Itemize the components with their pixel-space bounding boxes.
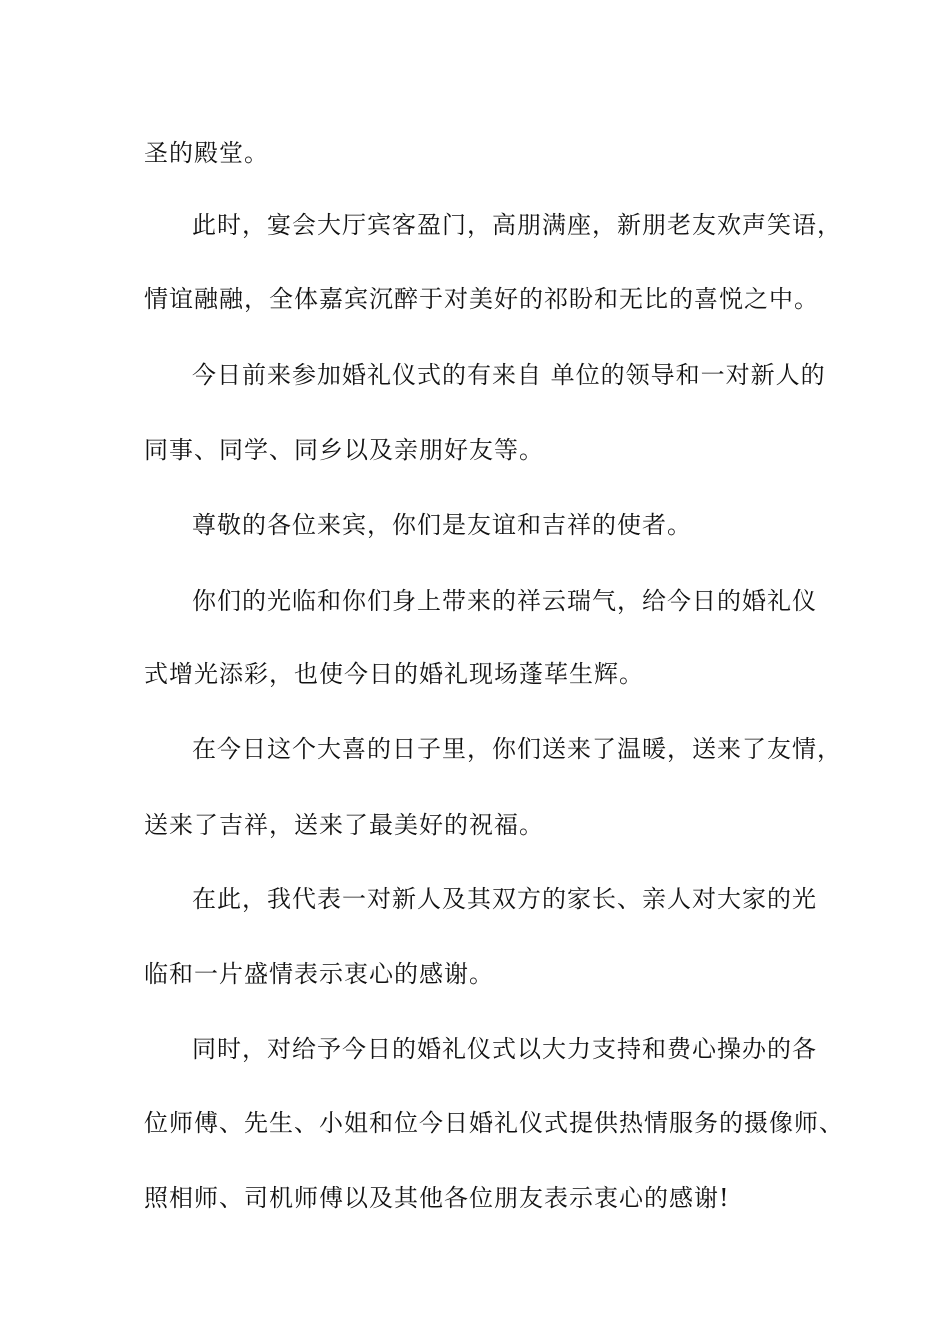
text-line: 情谊融融，全体嘉宾沉醉于对美好的祁盼和无比的喜悦之中。 xyxy=(144,285,819,313)
text-line: 临和一片盛情表示衷心的感谢。 xyxy=(144,960,494,988)
text-line: 位师傅、先生、小姐和位今日婚礼仪式提供热情服务的摄像师、 xyxy=(144,1109,844,1137)
text-line: 照相师、司机师傅以及其他各位朋友表示衷心的感谢! xyxy=(144,1184,730,1212)
text-line: 此时，宴会大厅宾客盈门，高朋满座，新朋老友欢声笑语， xyxy=(192,211,842,239)
text-line: 今日前来参加婚礼仪式的有来自 单位的领导和一对新人的 xyxy=(192,361,826,389)
text-line: 同时，对给予今日的婚礼仪式以大力支持和费心操办的各 xyxy=(192,1035,817,1063)
text-line: 同事、同学、同乡以及亲朋好友等。 xyxy=(144,436,544,464)
text-line: 你们的光临和你们身上带来的祥云瑞气，给今日的婚礼仪 xyxy=(192,587,817,615)
text-line: 圣的殿堂。 xyxy=(144,139,269,167)
text-line: 在此，我代表一对新人及其双方的家长、亲人对大家的光 xyxy=(192,885,817,913)
text-line: 尊敬的各位来宾，你们是友谊和吉祥的使者。 xyxy=(192,511,692,539)
text-line: 式增光添彩，也使今日的婚礼现场蓬荜生辉。 xyxy=(144,660,644,688)
text-line: 在今日这个大喜的日子里，你们送来了温暖，送来了友情， xyxy=(192,735,842,763)
text-line: 送来了吉祥，送来了最美好的祝福。 xyxy=(144,811,544,839)
